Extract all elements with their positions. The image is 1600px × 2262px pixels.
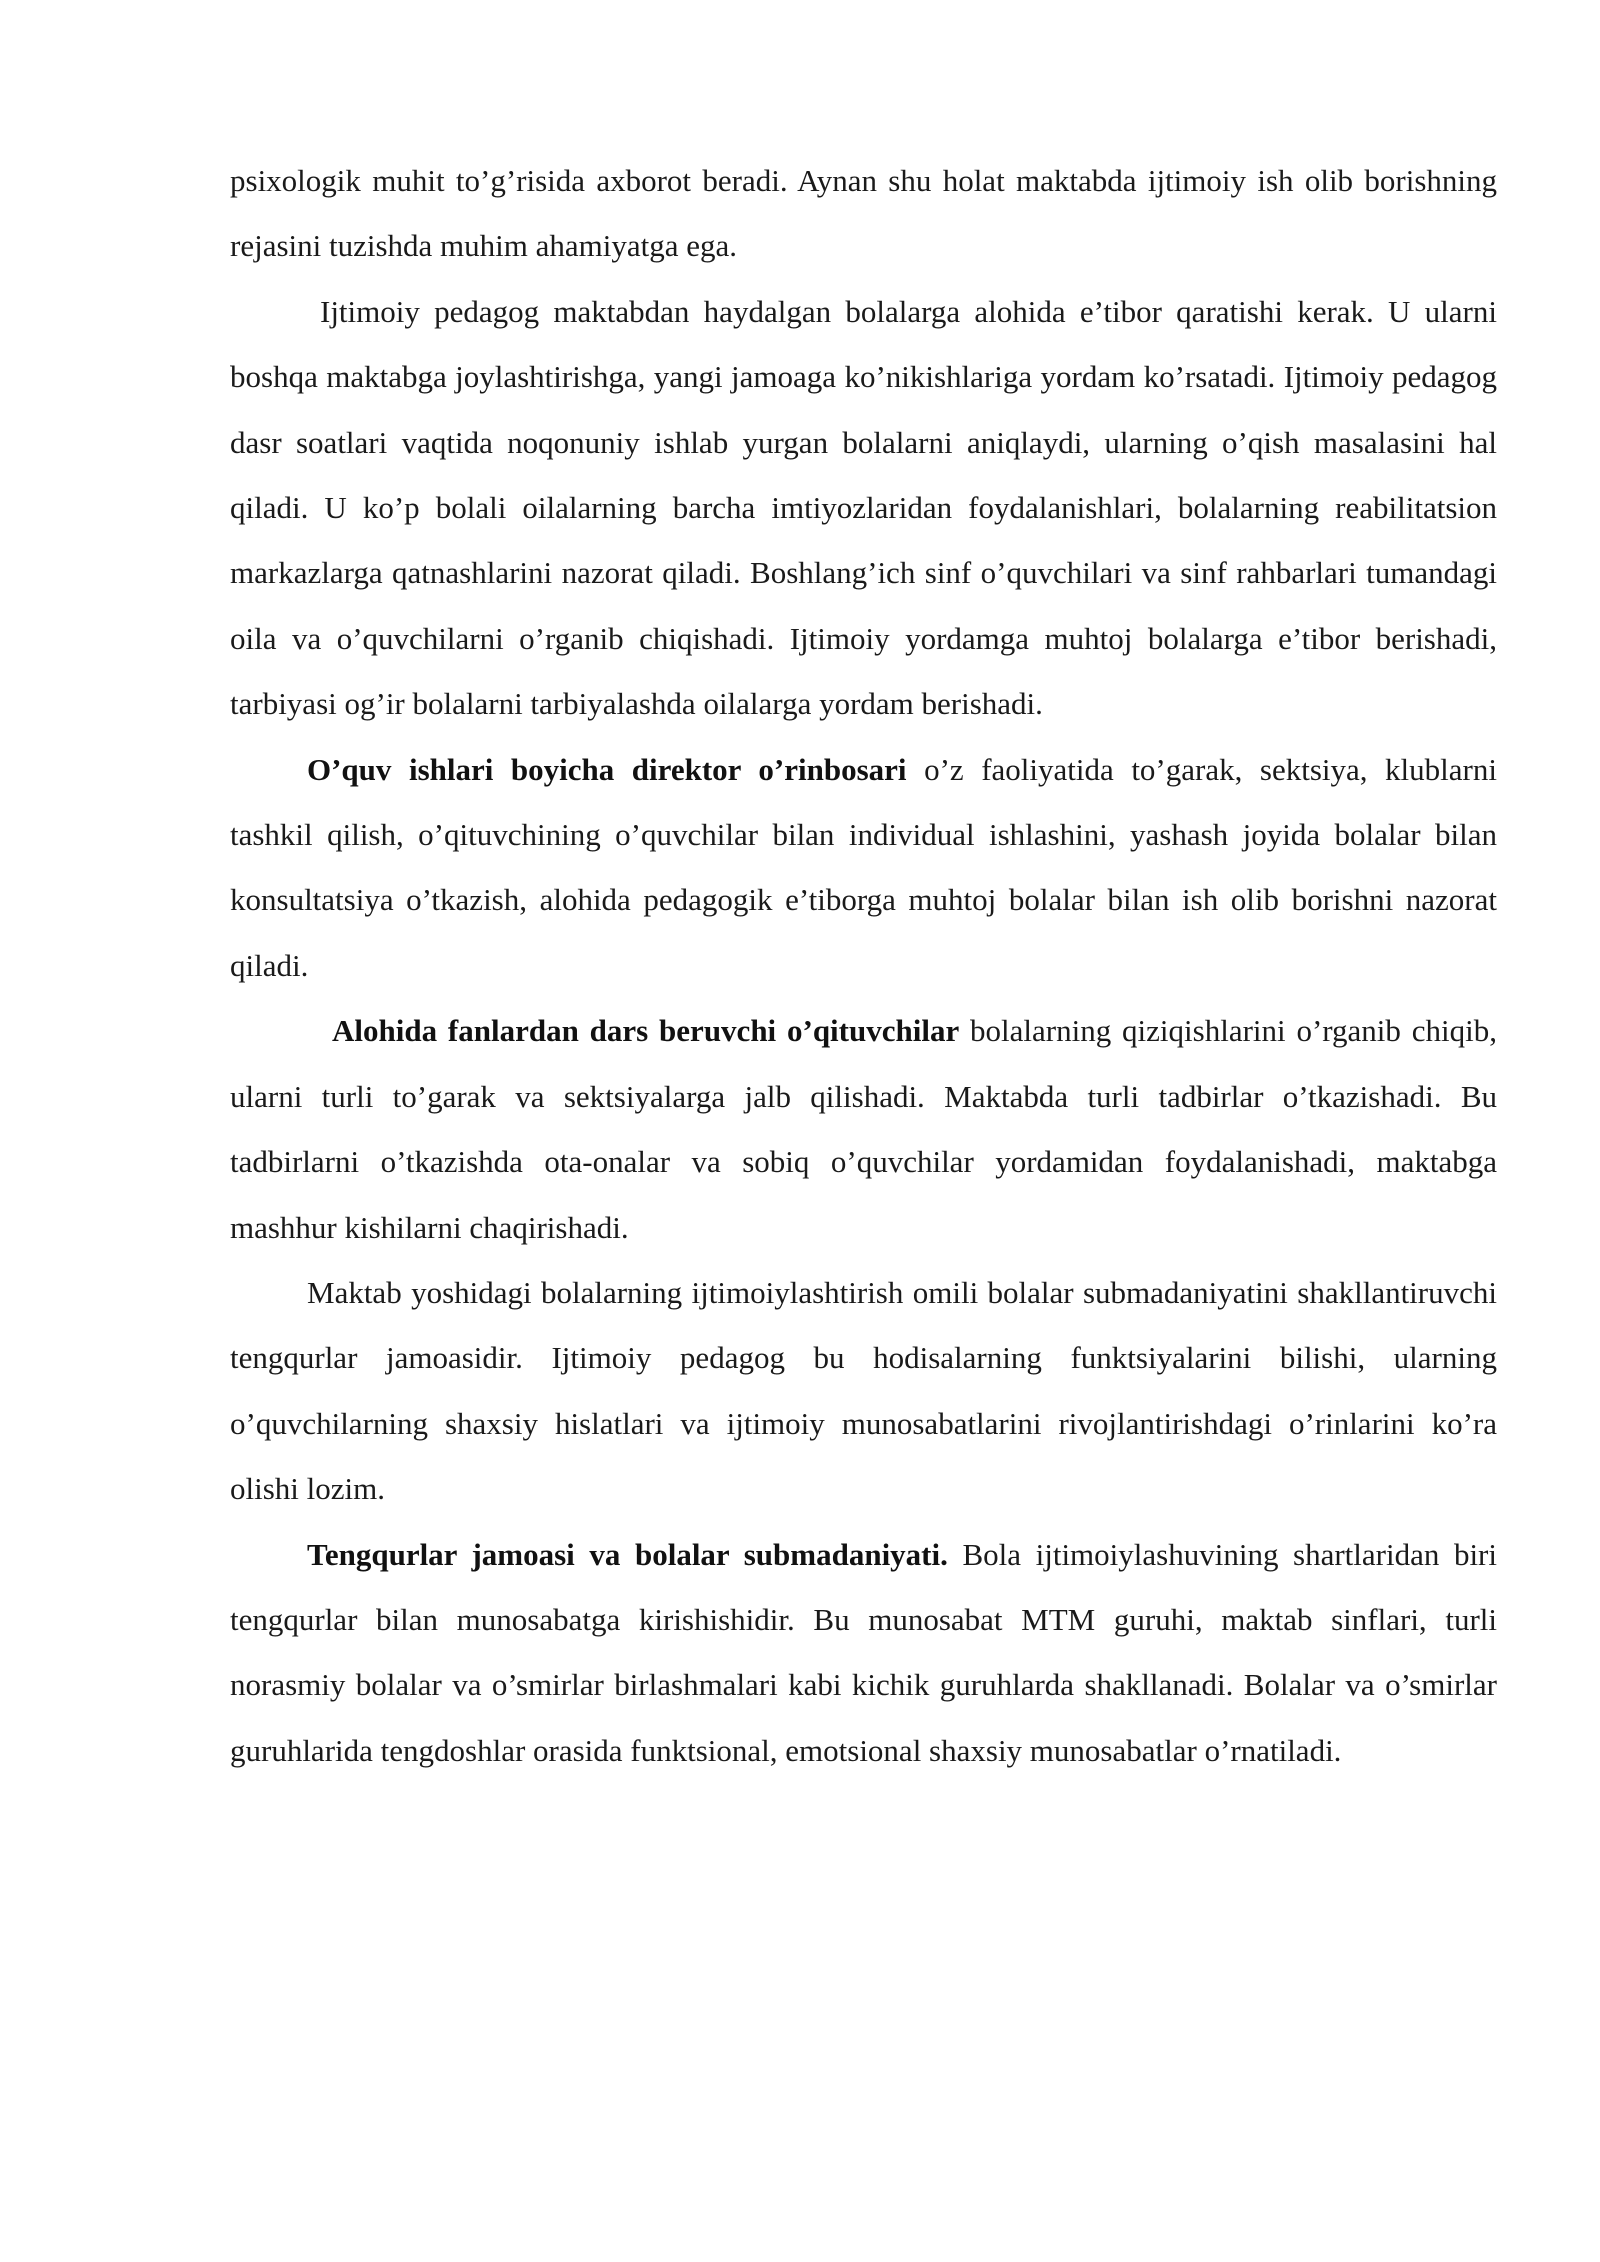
- paragraph-3-text: o’z faoliyatida to’garak, sektsiya, klublarni tashkil qilish, o’qituvchining o’quvchilar bilan individual ishlashini, yashash joyida bolalar bilan konsultatsiya o’tkazish, alohida pedagogik e’tiborga muhtoj bolalar bilan ish olib borishni nazorat qiladi.: [230, 751, 1497, 983]
- paragraph-3: [230, 737, 1497, 999]
- document-body: [230, 148, 1497, 1783]
- paragraph-2: [230, 279, 1497, 737]
- paragraph-6-heading: Tengqurlar jamoasi va bolalar submadaniyati.: [307, 1536, 948, 1572]
- paragraph-4-text: bolalarning qiziqishlarini o’rganib chiqib, ularni turli to’garak va sektsiyalarga jalb qilishadi. Maktabda turli tadbirlar o’tkazishadi. Bu tadbirlarni o’tkazishda ota-onalar va sobiq o’quvchilar yordamidan foydalanishadi, maktabga mashhur kishilarni chaqirishadi.: [230, 1013, 1497, 1245]
- paragraph-3-heading: O’quv ishlari boyicha direktor o’rinbosari: [307, 751, 907, 787]
- paragraph-5-text: Maktab yoshidagi bolalarning ijtimoiylashtirish omili bolalar submadaniyatini shakllantiruvchi tengqurlar jamoasidir. Ijtimoiy pedagog bu hodisalarning funktsiyalarini bilishi, ularning o’quvchilarning shaxsiy hislatlari va ijtimoiy munosabatlarini rivojlantirishdagi o’rinlarini ko’ra olishi lozim.: [230, 1274, 1497, 1507]
- paragraph-5: [230, 1260, 1497, 1522]
- paragraph-1: [230, 148, 1497, 279]
- paragraph-1-text: psixologik muhit to’g’risida axborot beradi. Aynan shu holat maktabda ijtimoiy ish olib borishning rejasini tuzishda muhim ahamiyatga ega.: [230, 163, 1497, 264]
- paragraph-2-text: Ijtimoiy pedagog maktabdan haydalgan bolalarga alohida e’tibor qaratishi kerak. U ularni boshqa maktabga joylashtirishga, yangi jamoaga ko’nikishlariga yordam ko’rsatadi. Ijtimoiy pedagog dasr soatlari vaqtida noqonuniy ishlab yurgan bolalarni aniqlaydi, ularning o’qish masalasini hal qiladi. U ko’p bolali oilalarning barcha imtiyozlaridan foydalanishlari, bolalarning reabilitatsion markazlarga qatnashlarini nazorat qiladi. Boshlang’ich sinf o’quvchilari va sinf rahbarlari tumandagi oila va o’quvchilarni o’rganib chiqishadi. Ijtimoiy yordamga muhtoj bolalarga e’tibor berishadi, tarbiyasi og’ir bolalarni tarbiyalashda oilalarga yordam berishadi.: [230, 293, 1497, 722]
- paragraph-6-text: Bola ijtimoiylashuvining shartlaridan biri tengqurlar bilan munosabatga kirishishidir. Bu munosabat MTM guruhi, maktab sinflari, turli norasmiy bolalar va o’smirlar birlashmalari kabi kichik guruhlarda shakllanadi. Bolalar va o’smirlar guruhlarida tengdoshlar orasida funktsional, emotsional shaxsiy munosabatlar o’rnatiladi.: [230, 1536, 1497, 1768]
- paragraph-6: [230, 1522, 1497, 1784]
- paragraph-4: [230, 998, 1497, 1260]
- paragraph-4-heading: Alohida fanlardan dars beruvchi o’qituvchilar: [332, 1013, 960, 1049]
